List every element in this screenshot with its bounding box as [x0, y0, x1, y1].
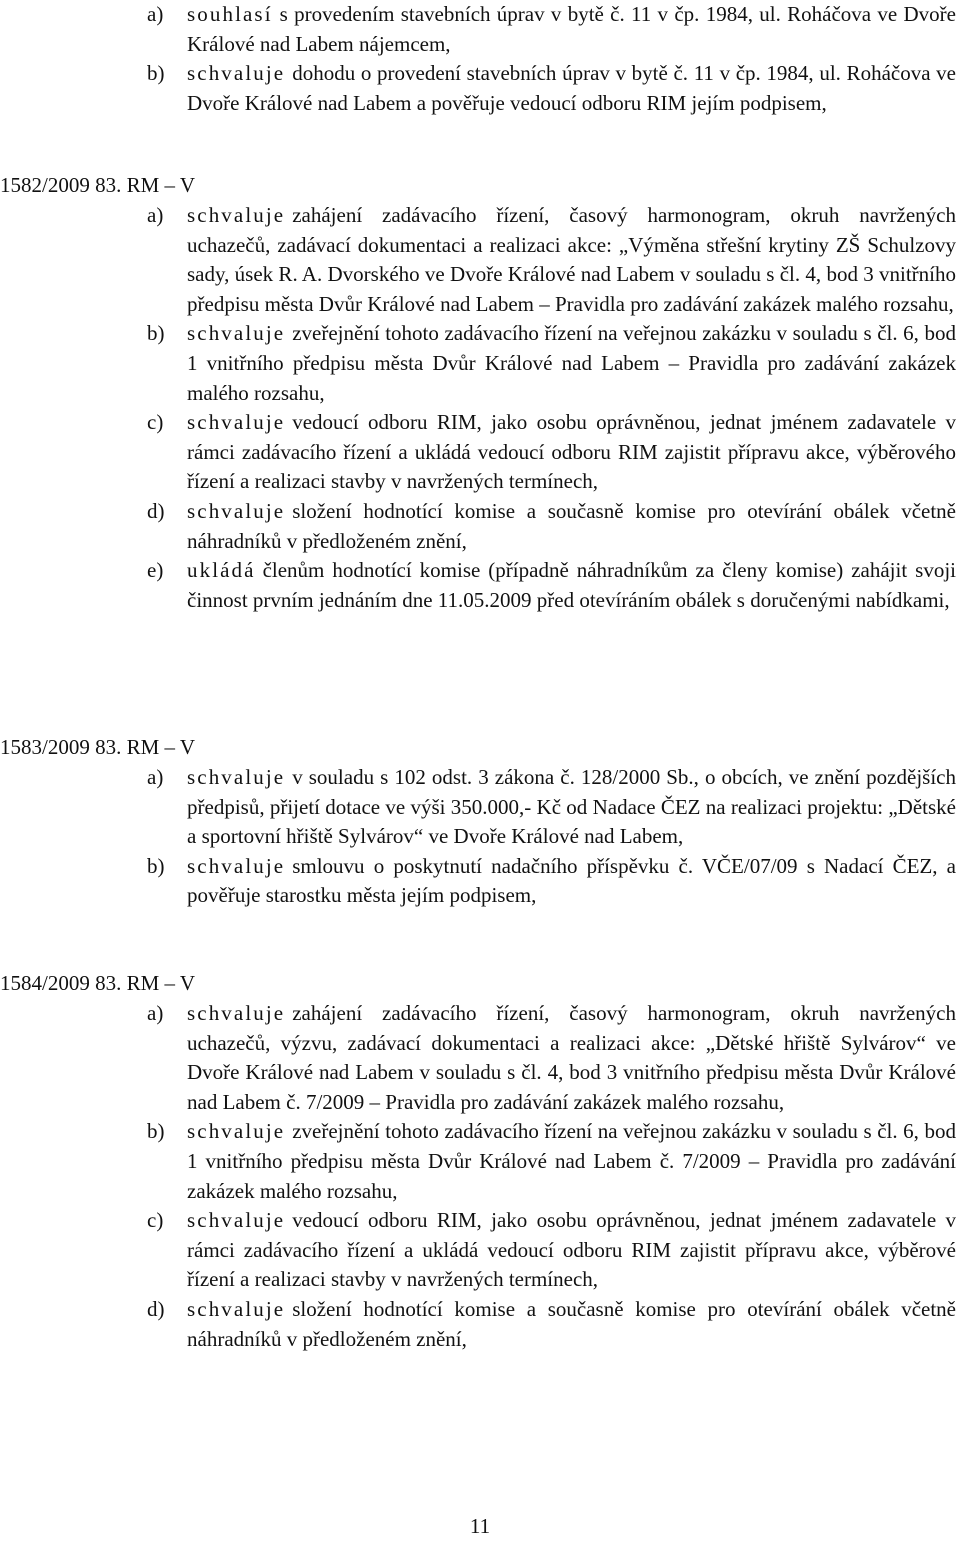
- resolution-item: [0, 1206, 960, 1295]
- item-keyword: schvaluje: [187, 203, 286, 227]
- item-text: [187, 319, 956, 408]
- resolution-item: [0, 408, 960, 497]
- item-text: [187, 1295, 956, 1354]
- item-keyword: schvaluje: [187, 321, 286, 346]
- item-text: [187, 556, 956, 615]
- item-letter: a): [147, 1001, 164, 1025]
- item-body: smlouvu o poskytnutí nadačního příspěvku č. VČE/07/09 s Nadací ČEZ, a pověřuje starostku města jejím podpisem,: [187, 853, 956, 908]
- resolution-item: [0, 59, 960, 118]
- resolution-item: [0, 999, 960, 1117]
- item-letter: a): [147, 2, 164, 26]
- item-body: zahájení zadávacího řízení, časový harmonogram, okruh navržených uchazečů, zadávací dokumentaci a realizaci akce: „Výměna střešní krytiny ZŠ Schulzovy sady, úsek R. A. Dvorského ve Dvoře Králové nad Labem v souladu s čl. 4, bod 3 vnitřního předpisu města Dvůr Králové nad Labem – Pravidla pro zadávání zakázek malého rozsahu,: [187, 203, 956, 316]
- item-body: vedoucí odboru RIM, jako osobu oprávněnou, jednat jménem zadavatele v rámci zadávacího řízení a ukládá vedoucí odboru RIM zajistit přípravu akce, výběrového řízení a realizaci stavby v navržených termínech,: [187, 410, 956, 494]
- item-body: dohodu o provedení stavebních úprav v bytě č. 11 v čp. 1984, ul. Roháčova ve Dvoře Králové nad Labem a pověřuje vedoucí odboru RIM jejím podpisem,: [187, 61, 956, 115]
- item-keyword: souhlasí: [187, 2, 273, 26]
- item-text: [187, 59, 956, 118]
- resolution-1582: [0, 201, 960, 615]
- item-body: zveřejnění tohoto zadávacího řízení na veřejnou zakázku v souladu s čl. 6, bod 1 vnitřního předpisu města Dvůr Králové nad Labem – Pravidla pro zadávání zakázek malého rozsahu,: [187, 321, 956, 405]
- item-letter: b): [147, 61, 165, 86]
- item-letter: d): [147, 498, 165, 523]
- item-body: složení hodnotící komise a současně komise pro otevírání obálek včetně náhradníků v předloženém znění,: [187, 498, 956, 553]
- page-number: 11: [469, 1514, 491, 1538]
- item-text: [187, 408, 956, 497]
- item-keyword: ukládá: [187, 558, 256, 583]
- item-text: [187, 1206, 956, 1295]
- item-body: členům hodnotící komise (případně náhradníkům za členy komise) zahájit svoji činnost prvním jednáním dne 11.05.2009 před otevíráním obálek s doručenými nabídkami,: [187, 558, 956, 612]
- resolution-item: [0, 852, 960, 911]
- item-letter: a): [147, 765, 164, 789]
- item-letter: c): [147, 410, 164, 435]
- resolution-item: [0, 201, 960, 319]
- item-letter: d): [147, 1296, 165, 1321]
- item-letter: c): [147, 1208, 164, 1233]
- item-body: vedoucí odboru RIM, jako osobu oprávněnou, jednat jménem zadavatele v rámci zadávacího řízení a ukládá vedoucí odboru RIM zajistit přípravu akce, výběrové řízení a realizaci stavby v navržených termínech,: [187, 1208, 956, 1292]
- resolution-item: [0, 319, 960, 408]
- item-text: [187, 0, 956, 59]
- item-body: v souladu s 102 odst. 3 zákona č. 128/2000 Sb., o obcích, ve znění pozdějších předpisů, přijetí dotace ve výši 350.000,- Kč od Nadace ČEZ na realizaci projektu: „Dětské a sportovní hřiště Sylvárov“ ve Dvoře Králové nad Labem,: [187, 765, 956, 849]
- item-text: [187, 1117, 956, 1206]
- item-body: s provedením stavebních úprav v bytě č. 11 v čp. 1984, ul. Roháčova ve Dvoře Králové nad Labem nájemcem,: [187, 2, 956, 56]
- item-letter: b): [147, 321, 165, 346]
- resolution-item: [0, 556, 960, 615]
- item-text: [187, 497, 956, 556]
- item-letter: b): [147, 1119, 165, 1144]
- resolution-1583: [0, 763, 960, 911]
- item-keyword: schvaluje: [187, 765, 286, 789]
- item-text: [187, 999, 956, 1117]
- resolution-item: [0, 1295, 960, 1354]
- item-body: zahájení zadávacího řízení, časový harmonogram, okruh navržených uchazečů, výzvu, zadávací dokumentaci a realizaci akce: „Dětské hřiště Sylvárov“ ve Dvoře Králové nad Labem v souladu s čl. 4, bod 3 vnitřního předpisu města Dvůr Králové nad Labem č. 7/2009 – Pravidla pro zadávání zakázek malého rozsahu,: [187, 1001, 956, 1114]
- resolution-heading: 1584/2009 83. RM – V: [0, 971, 196, 995]
- resolution-item: [0, 0, 960, 59]
- resolution-heading: 1582/2009 83. RM – V: [0, 173, 196, 197]
- item-keyword: schvaluje: [187, 1001, 286, 1025]
- item-body: zveřejnění tohoto zadávacího řízení na veřejnou zakázku v souladu s čl. 6, bod 1 vnitřního předpisu města Dvůr Králové nad Labem č. 7/2009 – Pravidla pro zadávání zakázek malého rozsahu,: [187, 1119, 956, 1203]
- item-body: složení hodnotící komise a současně komise pro otevírání obálek včetně náhradníků v předloženém znění,: [187, 1296, 956, 1351]
- item-keyword: schvaluje: [187, 1296, 286, 1321]
- item-keyword: schvaluje: [187, 1119, 286, 1144]
- item-text: [187, 852, 956, 911]
- resolution-item: [0, 763, 960, 852]
- resolution-heading: 1583/2009 83. RM – V: [0, 735, 196, 759]
- resolution-continuation: [0, 0, 960, 118]
- item-letter: e): [147, 558, 164, 583]
- item-letter: a): [147, 203, 164, 227]
- item-keyword: schvaluje: [187, 853, 286, 878]
- resolution-item: [0, 1117, 960, 1206]
- item-text: [187, 763, 956, 852]
- item-keyword: schvaluje: [187, 410, 286, 435]
- resolution-item: [0, 497, 960, 556]
- item-text: [187, 201, 956, 319]
- item-keyword: schvaluje: [187, 1208, 286, 1233]
- resolution-1584: [0, 999, 960, 1354]
- item-letter: b): [147, 853, 165, 878]
- item-keyword: schvaluje: [187, 498, 286, 523]
- item-keyword: schvaluje: [187, 61, 286, 86]
